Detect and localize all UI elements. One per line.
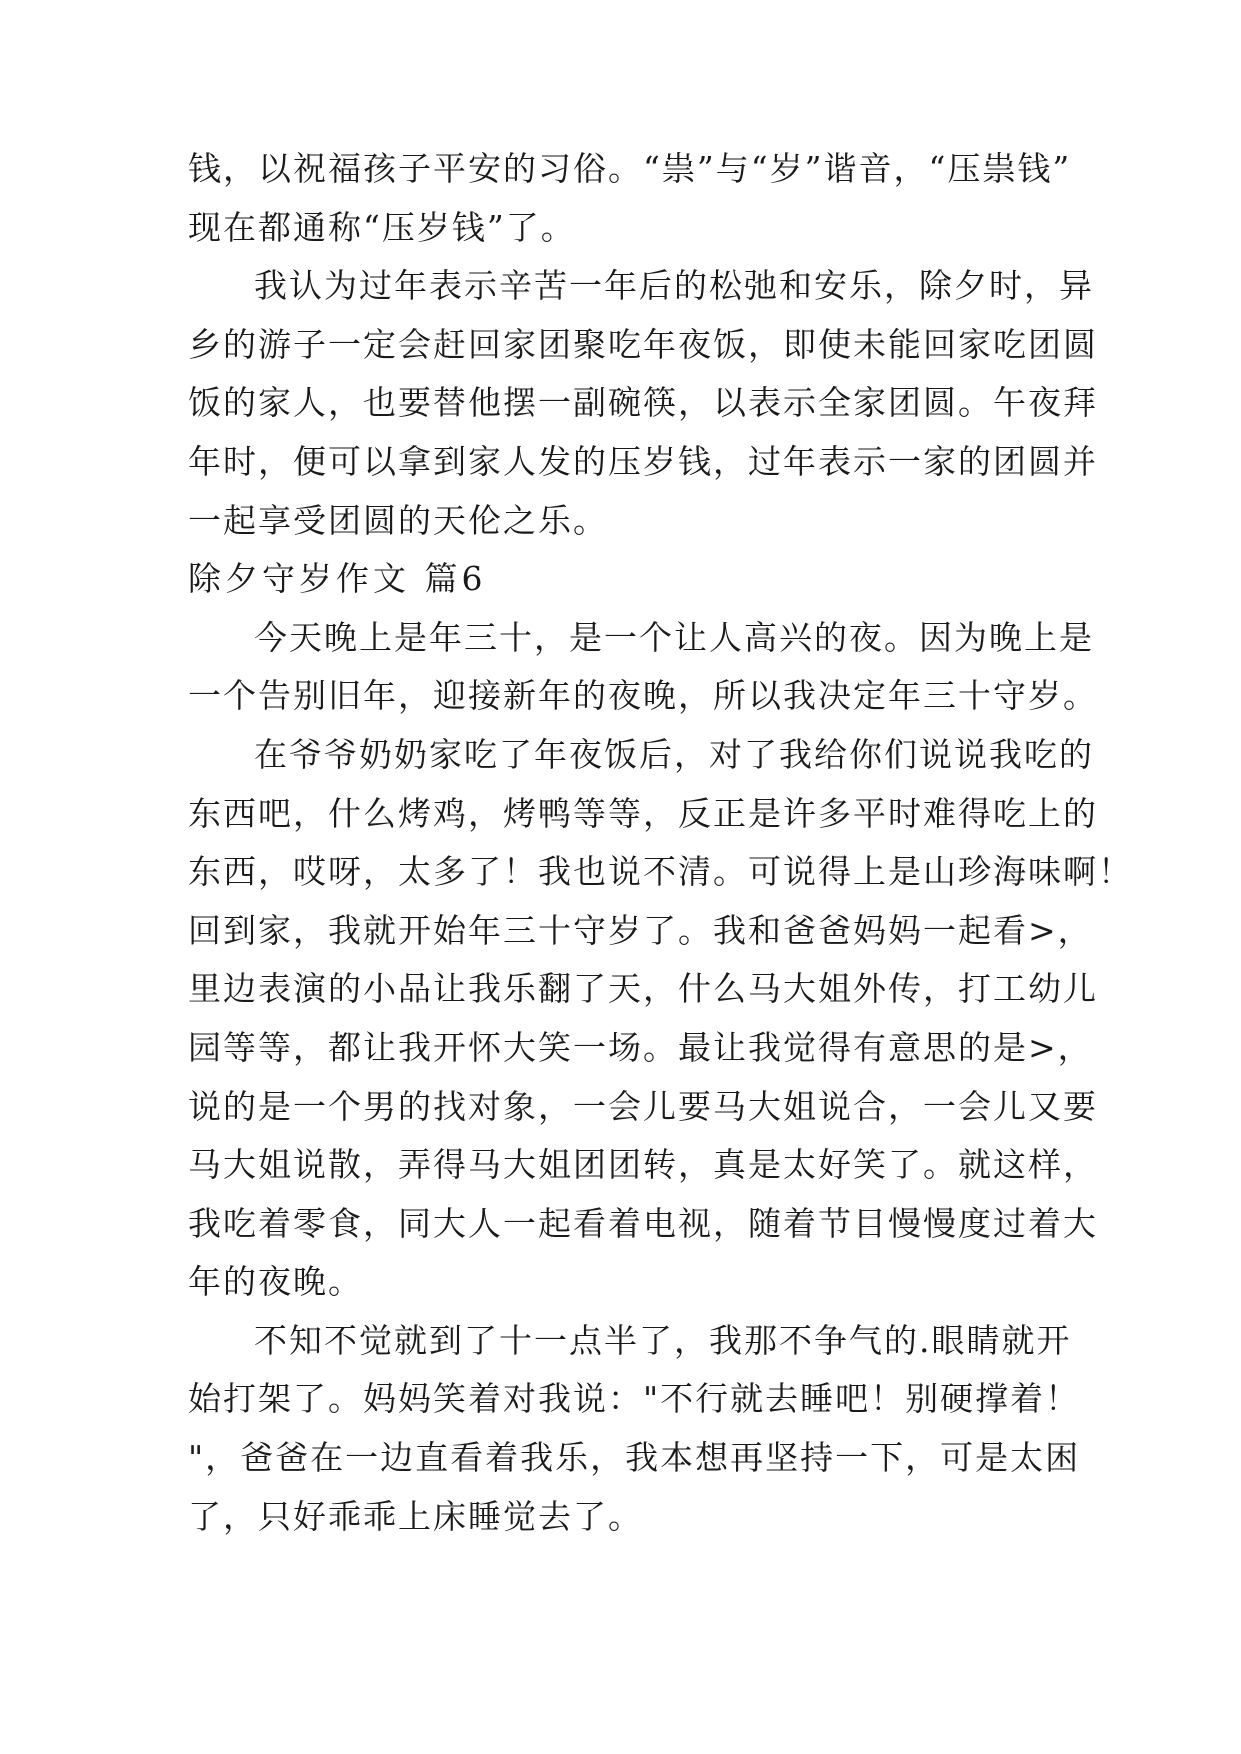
text-line: 东西，哎呀，太多了！我也说不清。可说得上是山珍海味啊！ — [188, 852, 1133, 892]
text-line: 里边表演的小品让我乐翻了天，什么马大姐外传，打工幼儿 — [188, 969, 1098, 1009]
text-line: 我吃着零食，同大人一起看着电视，随着节目慢慢度过着大 — [188, 1203, 1098, 1243]
paragraph-first-line: 我认为过年表示辛苦一年后的松弛和安乐，除夕时，异 — [254, 266, 1094, 306]
paragraph-first-line: 在爷爷奶奶家吃了年夜饭后，对了我给你们说说我吃的 — [254, 734, 1094, 774]
text-line: 饭的家人，也要替他摆一副碗筷，以表示全家团圆。午夜拜 — [188, 383, 1098, 423]
text-line: 现在都通称“压岁钱”了。 — [188, 207, 576, 247]
text-line: 马大姐说散，弄得马大姐团团转，真是太好笑了。就这样， — [188, 1145, 1098, 1185]
paragraph-first-line: 今天晚上是年三十，是一个让人高兴的夜。因为晚上是 — [254, 617, 1094, 657]
text-line: 一个告别旧年，迎接新年的夜晚，所以我决定年三十守岁。 — [188, 676, 1098, 716]
text-line: 乡的游子一定会赶回家团聚吃年夜饭，即使未能回家吃团圆 — [188, 324, 1098, 364]
text-line: 钱，以祝福孩子平安的习俗。“祟”与“岁”谐音，“压祟钱” — [188, 149, 1072, 188]
paragraph-first-line: 不知不觉就到了十一点半了，我那不争气的.眼睛就开 — [254, 1320, 1072, 1360]
text-line: 一起享受团圆的天伦之乐。 — [188, 500, 608, 540]
text-line: 年的夜晚。 — [188, 1262, 363, 1302]
document-page — [188, 140, 1133, 1546]
text-line: 回到家，我就开始年三十守岁了。我和爸爸妈妈一起看>， — [188, 910, 1093, 950]
text-line: "，爸爸在一边直看着我乐，我本想再坚持一下，可是太困 — [188, 1438, 1081, 1478]
text-line: 园等等，都让我开怀大笑一场。最让我觉得有意思的是>， — [188, 1027, 1093, 1067]
text-line: 年时，便可以拿到家人发的压岁钱，过年表示一家的团圆并 — [188, 441, 1098, 481]
section-heading: 除夕守岁作文 篇6 — [188, 559, 487, 599]
text-line: 东西吧，什么烤鸡，烤鸭等等，反正是许多平时难得吃上的 — [188, 793, 1098, 833]
text-line: 说的是一个男的找对象，一会儿要马大姐说合，一会儿又要 — [188, 1086, 1098, 1126]
text-line: 了，只好乖乖上床睡觉去了。 — [188, 1496, 643, 1536]
text-line: 始打架了。妈妈笑着对我说："不行就去睡吧！别硬撑着！ — [188, 1379, 1081, 1419]
